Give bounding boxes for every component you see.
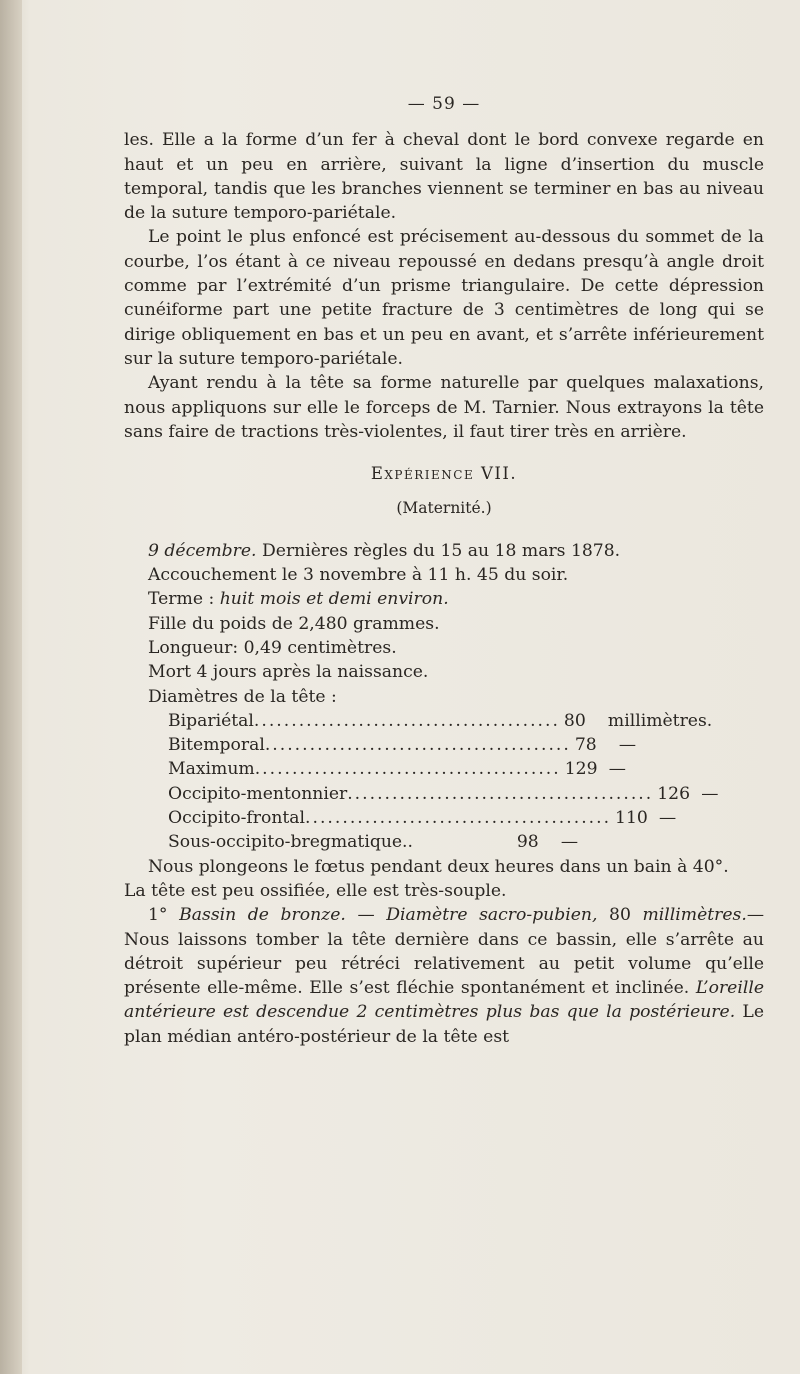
leader-dots: .........................................: [347, 783, 654, 804]
detail-death: Mort 4 jours après la naissance.: [148, 662, 429, 683]
page-content: [124, 92, 764, 1049]
measurement-row: [148, 782, 719, 806]
measurement-value: 98: [516, 832, 539, 853]
measurement-value: 126: [657, 783, 691, 804]
experiment-heading: Expérience VII.: [370, 464, 518, 484]
measurement-unit: —: [618, 735, 637, 756]
paragraph-2: Le point le plus enfoncé est précisement au-dessous du sommet de la courbe, l’os étant à ce niveau repoussé en dedans presqu’à angle droit comme par l’extrémité d’un prisme triangulaire. De cette dépression cunéiforme part une petite fracture de 3 centimètres de long qui se dirige obliquement en bas et un peu en avant, et s’arrête inférieurement sur la suture temporo-pariétale.: [124, 227, 764, 369]
detail-length: Longueur: 0,49 centimètres.: [148, 637, 397, 658]
leader-dots: .........................................: [305, 808, 612, 829]
measurement-label: Bipariétal: [168, 710, 254, 731]
measurement-label: Sous-occipito-bregmatique..: [168, 832, 413, 853]
measurement-unit: —: [560, 832, 578, 853]
measurement-value: 129: [564, 759, 598, 780]
paragraph-4: Nous plongeons le fœtus pendant deux heures dans un bain à 40°.: [148, 856, 729, 877]
detail-date: 9 décembre. Dernières règles du 15 au 18 mars 1878.: [148, 540, 621, 561]
measurement-value: 78: [574, 735, 597, 756]
measurement-unit: millimètres.: [607, 710, 713, 731]
measurement-unit: —: [659, 808, 677, 829]
page-number: — 59 —: [407, 94, 481, 114]
measurement-row: [148, 806, 677, 830]
paragraph-3: Ayant rendu à la tête sa forme naturelle par quelques malaxations, nous appliquons sur elle le forceps de M. Tarnier. Nous extrayons la tête sans faire de tractions très-violentes, il faut tirer très en arrière.: [124, 373, 764, 442]
detail-birth: Accouchement le 3 novembre à 11 h. 45 du soir.: [148, 565, 569, 586]
case-details: [124, 539, 764, 709]
paragraph-1: les. Elle a la forme d’un fer à cheval dont le bord convexe regarde en haut et un peu en arrière, suivant la ligne d’insertion du muscle temporal, tandis que les branches viennent se terminer en bas au niveau de la suture temporo-pariétale.: [124, 130, 764, 224]
detail-diameters-label: Diamètres de la tête :: [148, 686, 337, 707]
measurement-value: 80: [563, 710, 586, 731]
experiment-subheading: (Maternité.): [396, 499, 492, 518]
measurement-row: [148, 757, 626, 781]
measurement-value: 110: [615, 808, 648, 829]
measurement-unit: —: [701, 783, 719, 804]
detail-term: Terme : huit mois et demi environ.: [148, 589, 449, 610]
measurement-label: Occipito-mentonnier: [168, 783, 348, 804]
page-gutter-shadow: [0, 0, 22, 1374]
measurement-label: Bitemporal: [168, 735, 265, 756]
measurement-row: [148, 733, 637, 757]
leader-dots: .........................................: [253, 710, 560, 731]
paragraph-5: La tête est peu ossifiée, elle est très-souple.: [124, 880, 507, 901]
leader-dots: .........................................: [264, 735, 571, 756]
measurement-row: [148, 709, 713, 733]
leader-dots: .........................................: [254, 759, 561, 780]
paragraph-6: 1° Bassin de bronze. — Diamètre sacro-pubien, 80 millimètres.— Nous laissons tomber la tête dernière dans ce bassin, elle s’arrête au détroit supérieur peu rétréci relativement au petit volume qu’elle présente elle-même. Elle s’est fléchie spontanément et inclinée. L’oreille antérieure est descendue 2 centimètres plus bas que la postérieure. Le plan médian antéro-postérieur de la tête est: [124, 905, 765, 1047]
measurement-label: Maximum: [168, 759, 255, 780]
measurement-label: Occipito-frontal: [168, 808, 306, 829]
detail-weight: Fille du poids de 2,480 grammes.: [148, 613, 440, 634]
measurement-unit: —: [608, 759, 626, 780]
measurement-row: [148, 830, 578, 854]
measurements-table: [148, 709, 719, 855]
